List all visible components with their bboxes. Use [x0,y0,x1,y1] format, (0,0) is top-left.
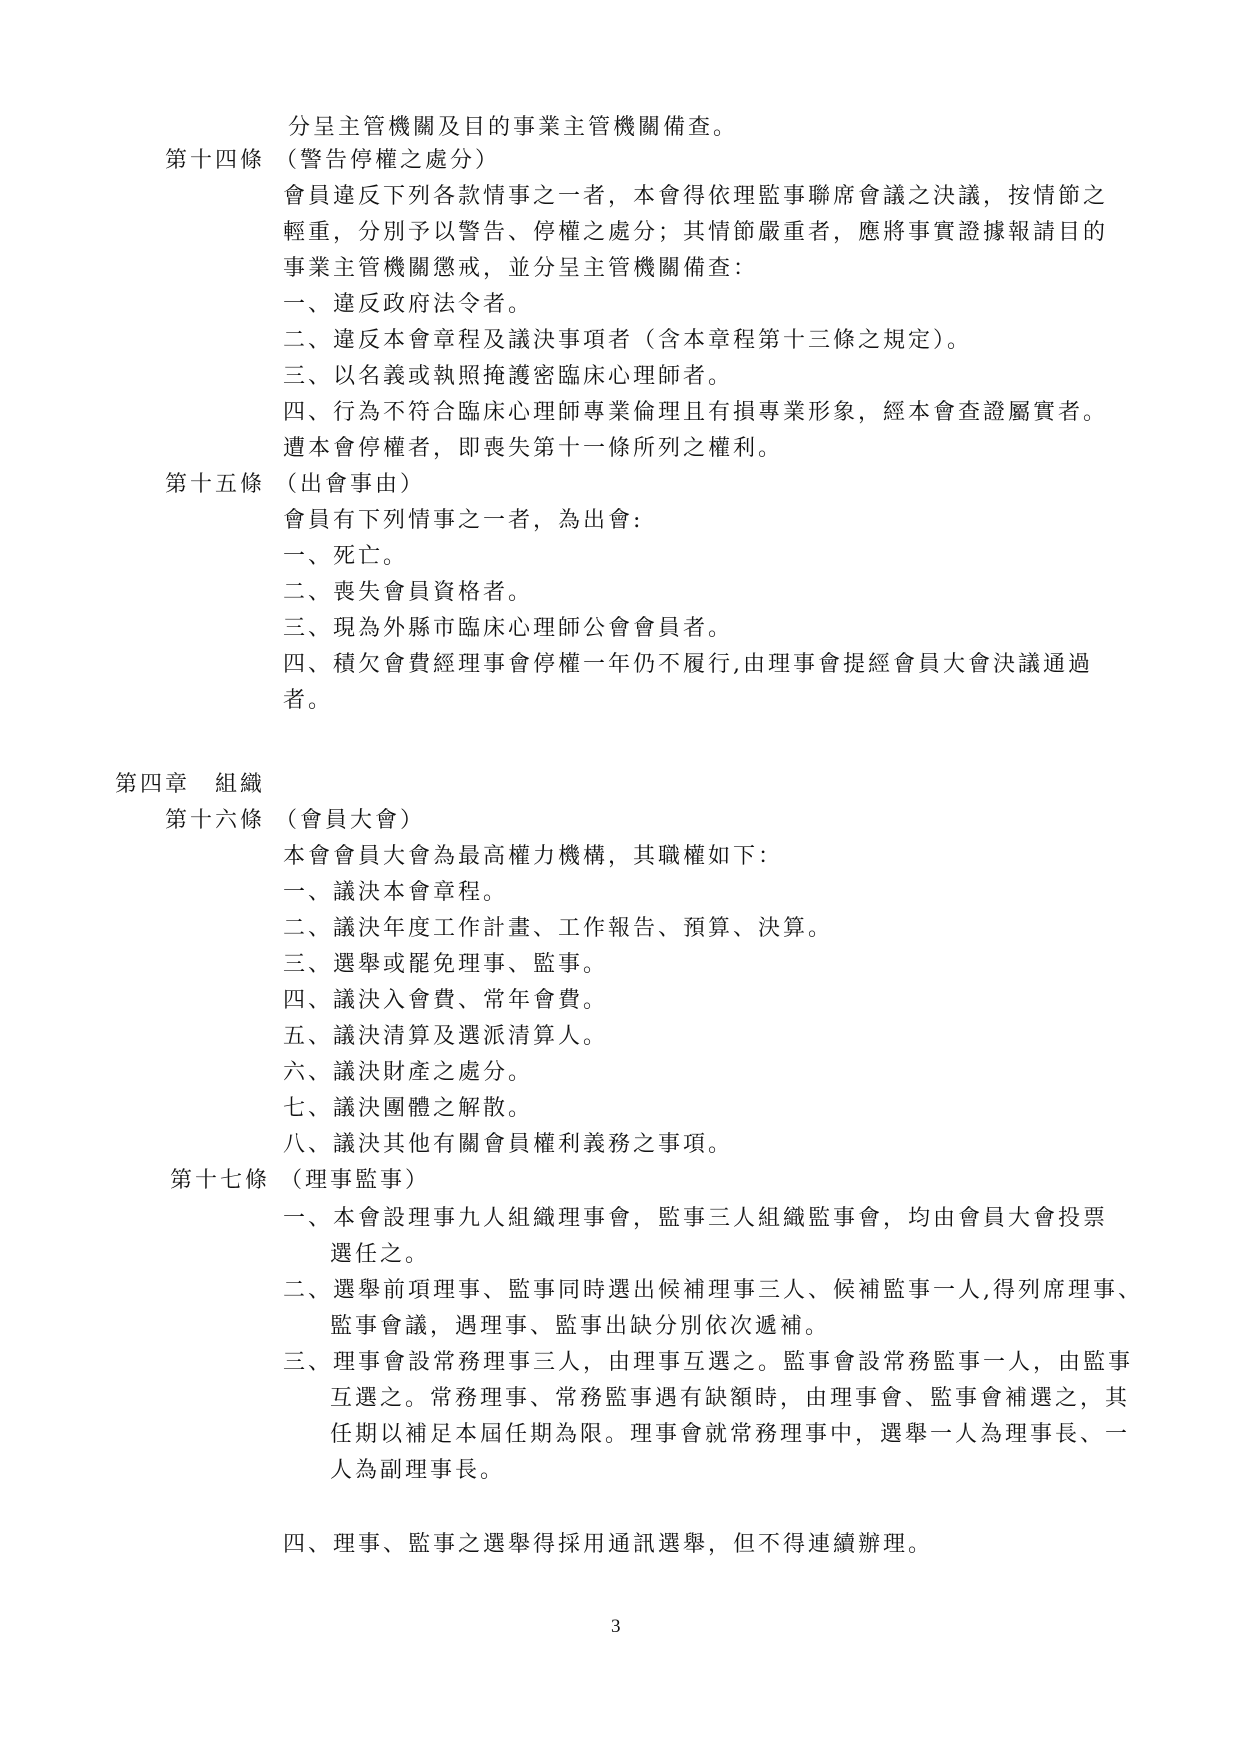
list-item: 一、違反政府法令者。 [283,292,534,317]
list-item: 一、死亡。 [283,544,409,569]
text-line: 會員有下列情事之一者，為出會: [283,508,644,533]
chapter-heading: 第四章 組織 [115,772,266,797]
text-line: 輕重，分別予以警告、停權之處分；其情節嚴重者，應將事實證據報請目的 [283,220,1109,245]
article-heading: 第十七條 （理事監事） [170,1168,430,1193]
text-line: 會員違反下列各款情事之一者，本會得依理監事聯席會議之決議，按情節之 [283,184,1109,209]
article-heading: 第十四條 （警告停權之處分） [165,148,500,173]
text-line: 事業主管機關懲戒，並分呈主管機關備查： [283,256,759,281]
list-item: 四、積欠會費經理事會停權一年仍不履行,由理事會提經會員大會決議通過 [283,652,1093,677]
list-item: 一、議決本會章程。 [283,880,509,905]
list-item: 一、本會設理事九人組織理事會，監事三人組織監事會，均由會員大會投票 [283,1206,1109,1231]
text-line: 任期以補足本屆任期為限。理事會就常務理事中，選舉一人為理事長、一 [330,1422,1131,1447]
article-heading: 第十五條 （出會事由） [165,472,425,497]
list-item: 三、理事會設常務理事三人，由理事互選之。監事會設常務監事一人，由監事 [283,1350,1134,1375]
list-item: 二、喪失會員資格者。 [283,580,534,605]
list-item: 二、違反本會章程及議決事項者（含本章程第十三條之規定）。 [283,328,973,353]
text-line: 互選之。常務理事、常務監事遇有缺額時，由理事會、監事會補選之，其 [330,1386,1131,1411]
list-item: 四、理事、監事之選舉得採用通訊選舉，但不得連續辦理。 [283,1532,934,1557]
text-line: 監事會議，遇理事、監事出缺分別依次遞補。 [330,1314,831,1339]
list-item: 三、以名義或執照掩護密臨床心理師者。 [283,364,734,389]
list-item: 六、議決財產之處分。 [283,1060,534,1085]
list-item: 二、議決年度工作計畫、工作報告、預算、決算。 [283,916,834,941]
list-item: 二、選舉前項理事、監事同時選出候補理事三人、候補監事一人,得列席理事、 [283,1278,1143,1303]
list-item: 四、行為不符合臨床心理師專業倫理且有損專業形象，經本會查證屬實者。 [283,400,1109,425]
text-line: 分呈主管機關及目的事業主管機關備查。 [288,115,739,140]
text-line: 選任之。 [330,1242,431,1267]
list-item: 七、議決團體之解散。 [283,1096,534,1121]
list-item: 五、議決清算及選派清算人。 [283,1024,609,1049]
article-heading: 第十六條 （會員大會） [165,808,425,833]
list-item: 三、選舉或罷免理事、監事。 [283,952,609,977]
text-line: 本會會員大會為最高權力機構，其職權如下： [283,844,784,869]
text-line: 人為副理事長。 [330,1458,506,1483]
text-line: 者。 [283,688,334,713]
text-line: 遭本會停權者，即喪失第十一條所列之權利。 [283,436,784,461]
list-item: 八、議決其他有關會員權利義務之事項。 [283,1132,734,1157]
page-number: 3 [611,1616,621,1637]
list-item: 四、議決入會費、常年會費。 [283,988,609,1013]
list-item: 三、現為外縣市臨床心理師公會會員者。 [283,616,734,641]
